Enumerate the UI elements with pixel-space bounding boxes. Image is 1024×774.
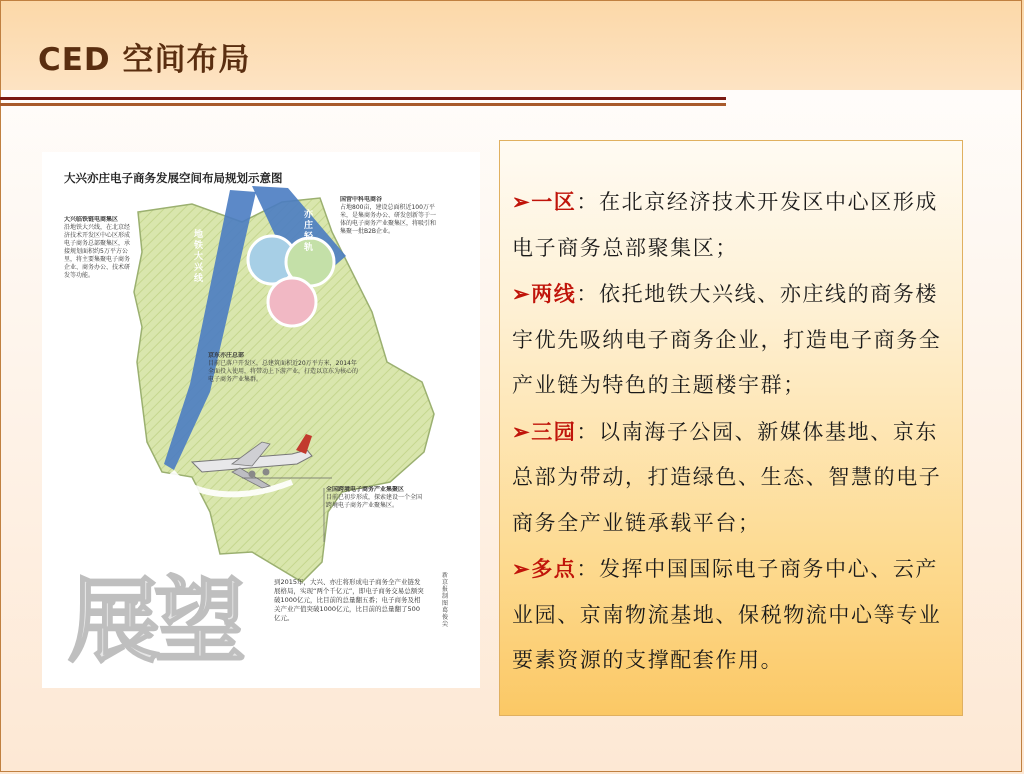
cross-note	[326, 486, 426, 546]
bullet-item	[512, 271, 958, 409]
north-note	[340, 196, 440, 288]
wuxi-note	[64, 216, 132, 416]
bullet-sep: ：	[576, 419, 600, 444]
bullet-text: 在北京经济技术开发区中心区形成电子商务总部聚集区；	[512, 190, 939, 260]
bullet-item	[512, 179, 958, 271]
arrow-bullet-icon: ➢	[512, 189, 532, 214]
watermark-text: 展望	[68, 568, 241, 675]
bullet-item	[512, 546, 958, 684]
bullet-key: 多点	[531, 556, 577, 581]
yizhuang-line-label: 亦庄轻轨	[304, 210, 314, 253]
bullet-sep: ：	[576, 190, 600, 214]
daxing-line-label: 地铁大兴线	[194, 230, 204, 284]
jd-note	[208, 352, 358, 414]
jd-note-head: 京东亦庄总部	[208, 352, 245, 359]
wuxi-note-head: 大兴临铁链电商集区	[64, 216, 119, 223]
arrow-bullet-icon: ➢	[512, 281, 532, 306]
bullet-list	[512, 179, 958, 684]
bullet-key: 两线	[531, 281, 577, 306]
bullet-sep: ：	[576, 282, 600, 306]
bullet-key: 三园	[531, 418, 577, 444]
bullet-text: 依托地铁大兴线、亦庄线的商务楼宇优先吸纳电子商务企业，打造电子商务全产业链为特色的主题楼宇群；	[512, 282, 942, 397]
bullet-text: 以南海子公园、新媒体基地、京东总部为带动，打造绿色、生态、智慧的电子商务全产业链承载平台；	[512, 419, 942, 535]
title-rule-light	[0, 103, 726, 106]
map-title: 大兴亦庄电子商务发展空间布局规划示意图	[64, 171, 283, 185]
bullet-panel	[499, 140, 963, 716]
map-image	[42, 152, 480, 688]
cross-note-head: 全国跨境电子商务产业集聚区	[326, 486, 405, 493]
circle-pink	[268, 278, 316, 326]
bottom-note: 到2015年，大兴、亦庄将形成电子商务全产业链发展格局，实现“两个千亿元”，即电子商务交易总额突破1000亿元，比目前的总量翻五番；电子商务及相关产业产值突破1000亿元，比目前的总量翻了500亿元。	[274, 578, 424, 622]
bullet-text: 发挥中国国际电子商务中心、云产业园、京南物流基地、保税物流中心等专业要素资源的支撑配套作用。	[512, 557, 942, 672]
arrow-bullet-icon: ➢	[512, 418, 532, 444]
cross-note-text: 目前已初步形成，探索建设一个全国跨境电子商务产业聚集区。	[326, 494, 423, 509]
bullet-sep: ：	[576, 557, 600, 581]
north-note-text: 占地800亩，建设总面积近100万平米，是集商务办公、研发创新等于一体的电子商务产业聚集区，将吸引和集聚一批B2B企业。	[340, 204, 437, 235]
bullet-item	[512, 409, 958, 547]
jd-note-text: 目前已落户开发区，总建筑面积近20万平方米，2014年全面投入使用，将带动上下游产业，打造以京东为核心的电子商务产业集群。	[208, 360, 358, 383]
arrow-bullet-icon: ➢	[512, 556, 532, 581]
north-note-head: 国营中科电商谷	[340, 196, 383, 203]
slide-title: CED 空间布局	[38, 42, 251, 78]
credit-text: 新京报制图 葛俊尖	[442, 572, 449, 628]
title-rule-dark	[0, 97, 726, 100]
wuxi-note-text: 沿地铁大兴线，在北京经济技术开发区中心区形成电子商务总部聚集区，承接规划面积约5万平方公里，将主要集聚电子商务企业、商务办公、技术研发等功能。	[64, 224, 131, 279]
bullet-key: 一区	[531, 189, 577, 214]
